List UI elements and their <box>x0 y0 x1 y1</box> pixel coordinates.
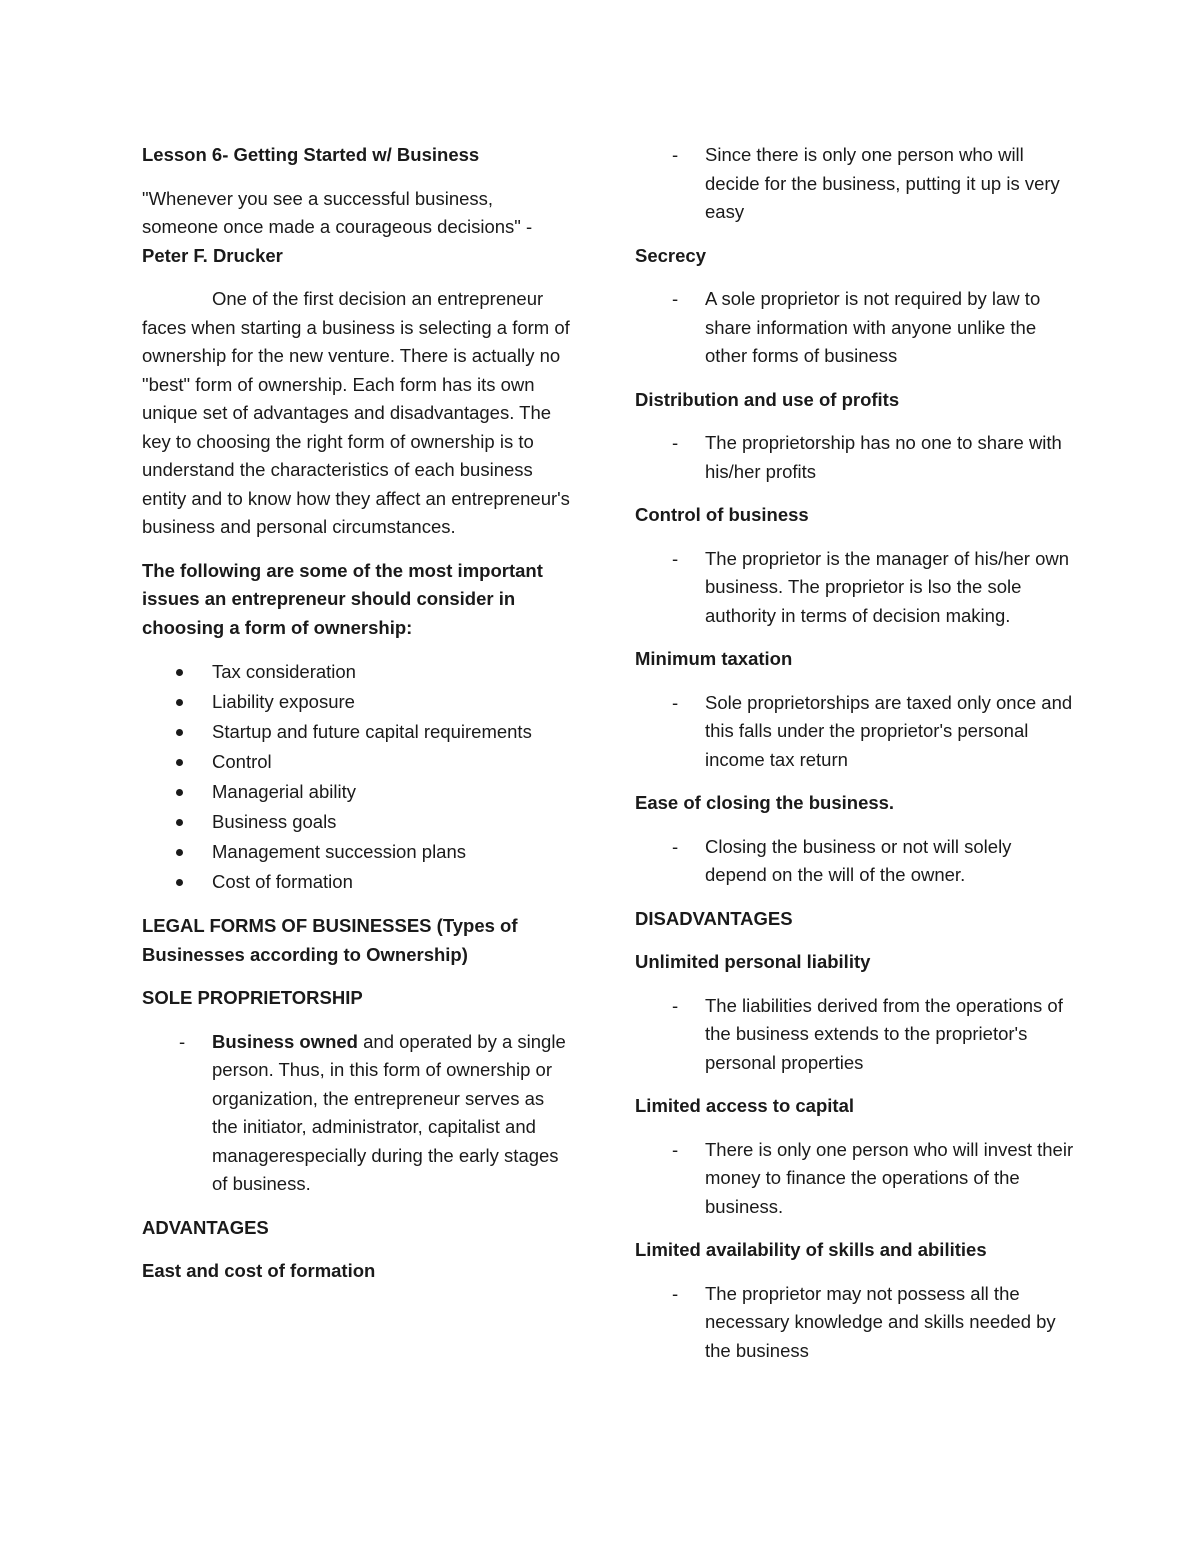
capital-item <box>635 1136 1075 1222</box>
control-item <box>635 545 1075 631</box>
taxation-heading: Minimum taxation <box>635 648 793 669</box>
list-item: Tax consideration <box>142 657 572 687</box>
item-text: Sole proprietorships are taxed only once and this falls under the proprietor's personal income tax return <box>705 691 1073 770</box>
definition-bold-term: Business owned <box>212 1030 358 1052</box>
list-item: Managerial ability <box>142 777 572 807</box>
right-column <box>635 141 1075 1380</box>
sole-proprietorship-definition <box>142 1028 572 1199</box>
closing-heading: Ease of closing the business. <box>635 792 895 813</box>
item-text: Closing the business or not will solely depend on the will of the owner. <box>705 835 1012 885</box>
list-item: Cost of formation <box>142 867 572 897</box>
liability-heading: Unlimited personal liability <box>635 951 871 972</box>
item-text: The proprietor is the manager of his/her own business. The proprietor is lso the sole authority in terms of decision making. <box>705 547 1070 626</box>
dash-marker: - <box>672 1282 679 1304</box>
liability-item <box>635 992 1075 1078</box>
dash-marker: - <box>179 1030 186 1052</box>
east-cost-item <box>635 141 1075 227</box>
intro-paragraph: One of the first decision an entrepreneur faces when starting a business is selecting a form of ownership for the new venture. There is actually no "best" form of ownership. Each form has its own unique set of advantages and disadvantages. The key to choosing the right form of ownership is to understand the characteristics of each business entity and to know how they affect an entrepreneur's business and personal circumstances. <box>142 288 570 537</box>
dash-marker: - <box>672 691 679 713</box>
list-item: Startup and future capital requirements <box>142 717 572 747</box>
skills-item <box>635 1280 1075 1366</box>
advantages-heading: ADVANTAGES <box>142 1216 269 1238</box>
dash-marker: - <box>672 144 679 165</box>
dash-marker: - <box>672 288 679 309</box>
item-text: The liabilities derived from the operations of the business extends to the proprietor's personal properties <box>705 994 1063 1073</box>
list-item: Business goals <box>142 807 572 837</box>
item-text: Since there is only one person who will decide for the business, putting it up is very easy <box>705 144 1060 222</box>
taxation-item <box>635 689 1075 775</box>
lesson-title: Lesson 6- Getting Started w/ Business <box>142 144 480 165</box>
list-item: Management succession plans <box>142 837 572 867</box>
item-text: A sole proprietor is not required by law to share information with anyone unlike the other forms of business <box>705 288 1041 366</box>
item-text: The proprietorship has no one to share with his/her profits <box>705 432 1062 482</box>
disadvantages-heading: DISADVANTAGES <box>635 907 793 929</box>
dash-marker: - <box>672 1138 679 1160</box>
quote-text: "Whenever you see a successful business, someone once made a courageous decisions" - <box>142 187 533 237</box>
issues-list <box>142 657 572 897</box>
left-column <box>142 141 572 1301</box>
capital-heading: Limited access to capital <box>635 1095 855 1116</box>
distribution-heading: Distribution and use of profits <box>635 388 900 410</box>
sole-proprietorship-heading: SOLE PROPRIETORSHIP <box>142 987 363 1008</box>
skills-heading: Limited availability of skills and abilities <box>635 1239 987 1260</box>
secrecy-item <box>635 285 1075 371</box>
control-heading: Control of business <box>635 504 809 525</box>
east-cost-heading: East and cost of formation <box>142 1260 376 1281</box>
distribution-item <box>635 429 1075 486</box>
issues-heading: The following are some of the most important issues an entrepreneur should consider in choosing a form of ownership: <box>142 559 543 638</box>
item-text: The proprietor may not possess all the necessary knowledge and skills needed by the business <box>705 1282 1056 1361</box>
definition-text: and operated by a single person. Thus, in this form of ownership or organization, the entrepreneur serves as the initiator, administrator, capitalist and managerespecially during the early stages of business. <box>212 1030 566 1194</box>
list-item: Liability exposure <box>142 687 572 717</box>
item-text: There is only one person who will invest their money to finance the operations of the business. <box>705 1138 1074 1217</box>
dash-marker: - <box>672 547 679 569</box>
quote-block <box>142 185 572 271</box>
list-item: Control <box>142 747 572 777</box>
closing-item <box>635 833 1075 890</box>
secrecy-heading: Secrecy <box>635 244 706 266</box>
dash-marker: - <box>672 835 679 857</box>
dash-marker: - <box>672 994 679 1016</box>
quote-author: Peter F. Drucker <box>142 244 283 266</box>
legal-forms-heading: LEGAL FORMS OF BUSINESSES (Types of Businesses according to Ownership) <box>142 915 518 965</box>
dash-marker: - <box>672 432 679 453</box>
